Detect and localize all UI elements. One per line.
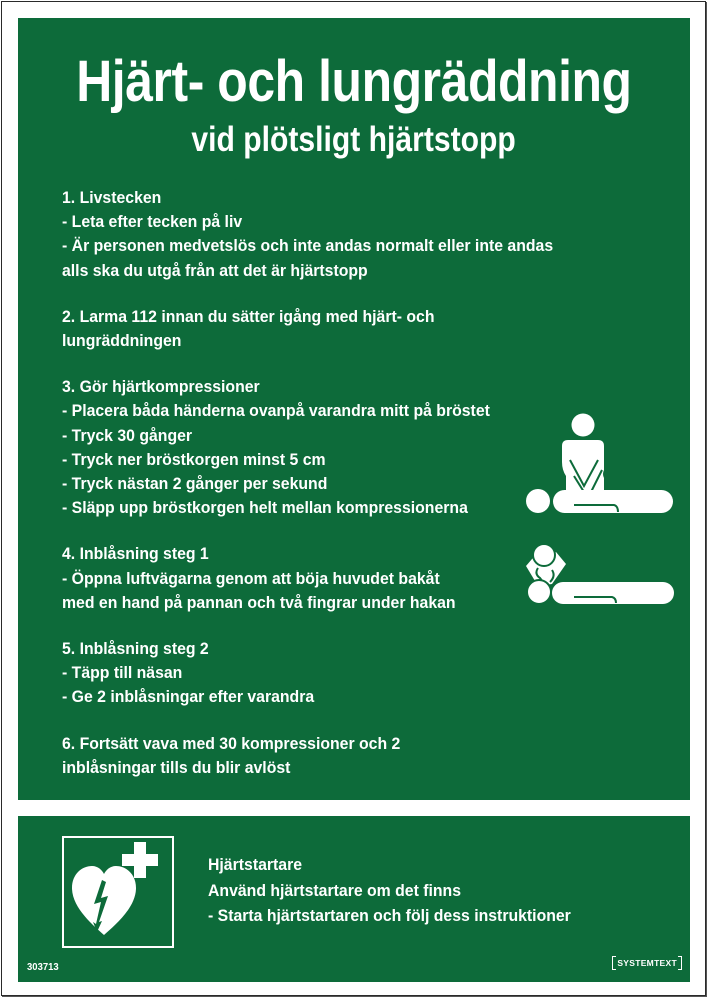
- cpr-compressions-icon: [518, 412, 678, 518]
- step-line: - Leta efter tecken på liv: [62, 212, 243, 232]
- step-line: inblåsningar tills du blir avlöst: [62, 757, 291, 777]
- product-code: 303713: [27, 962, 59, 973]
- aed-line: - Starta hjärtstartaren och följ dess instruktioner: [208, 906, 571, 925]
- step-1: [62, 186, 662, 283]
- brand-logo: SYSTEMTEXT: [612, 956, 682, 970]
- step-line: alls ska du utgå från att det är hjärtstopp: [62, 260, 368, 280]
- step-line: - Täpp till näsan: [62, 663, 183, 683]
- cpr-instructions-panel: [18, 18, 690, 800]
- step-heading: 4. Inblåsning steg 1: [62, 544, 209, 564]
- step-line: lungräddningen: [62, 331, 182, 351]
- aed-instructions: [208, 852, 598, 929]
- aed-sign-box: [62, 836, 174, 948]
- aed-heading: Hjärtstartare: [208, 855, 303, 874]
- step-line: - Ge 2 inblåsningar efter varandra: [62, 687, 315, 707]
- aed-line: Använd hjärtstartare om det finns: [208, 880, 462, 900]
- step-line: - Öppna luftvägarna genom att böja huvudet bakåt: [62, 568, 440, 588]
- step-heading: 1. Livstecken: [62, 188, 162, 207]
- sign-subtitle: [18, 120, 690, 160]
- sign-subtitle-text: vid plötsligt hjärtstopp: [191, 120, 517, 159]
- step-heading: 3. Gör hjärtkompressioner: [62, 377, 260, 397]
- step-line: med en hand på pannan och två fingrar under hakan: [62, 592, 456, 612]
- sign-title: [18, 49, 690, 114]
- sign-title-text: Hjärt- och lungräddning: [76, 49, 632, 114]
- step-line: - Släpp upp bröstkorgen helt mellan kompressionerna: [62, 498, 468, 518]
- rescue-breath-icon: [512, 542, 678, 612]
- step-line: - Tryck 30 gånger: [62, 425, 193, 445]
- step-line: - Placera båda händerna ovanpå varandra mitt på bröstet: [62, 401, 490, 421]
- step-heading: 2. Larma 112 innan du sätter igång med hjärt- och: [62, 306, 435, 326]
- step-heading: 6. Fortsätt vava med 30 kompressioner och 2: [62, 733, 401, 753]
- step-line: - Tryck nästan 2 gånger per sekund: [62, 474, 328, 494]
- aed-panel: [18, 816, 690, 982]
- step-6: [62, 732, 662, 780]
- step-line: - Tryck ner bröstkorgen minst 5 cm: [62, 449, 326, 469]
- step-line: - Är personen medvetslös och inte andas normalt eller inte andas: [62, 236, 554, 256]
- step-5: [62, 637, 662, 710]
- step-2: [62, 305, 662, 353]
- aed-heart-icon: [64, 838, 172, 946]
- step-heading: 5. Inblåsning steg 2: [62, 639, 209, 659]
